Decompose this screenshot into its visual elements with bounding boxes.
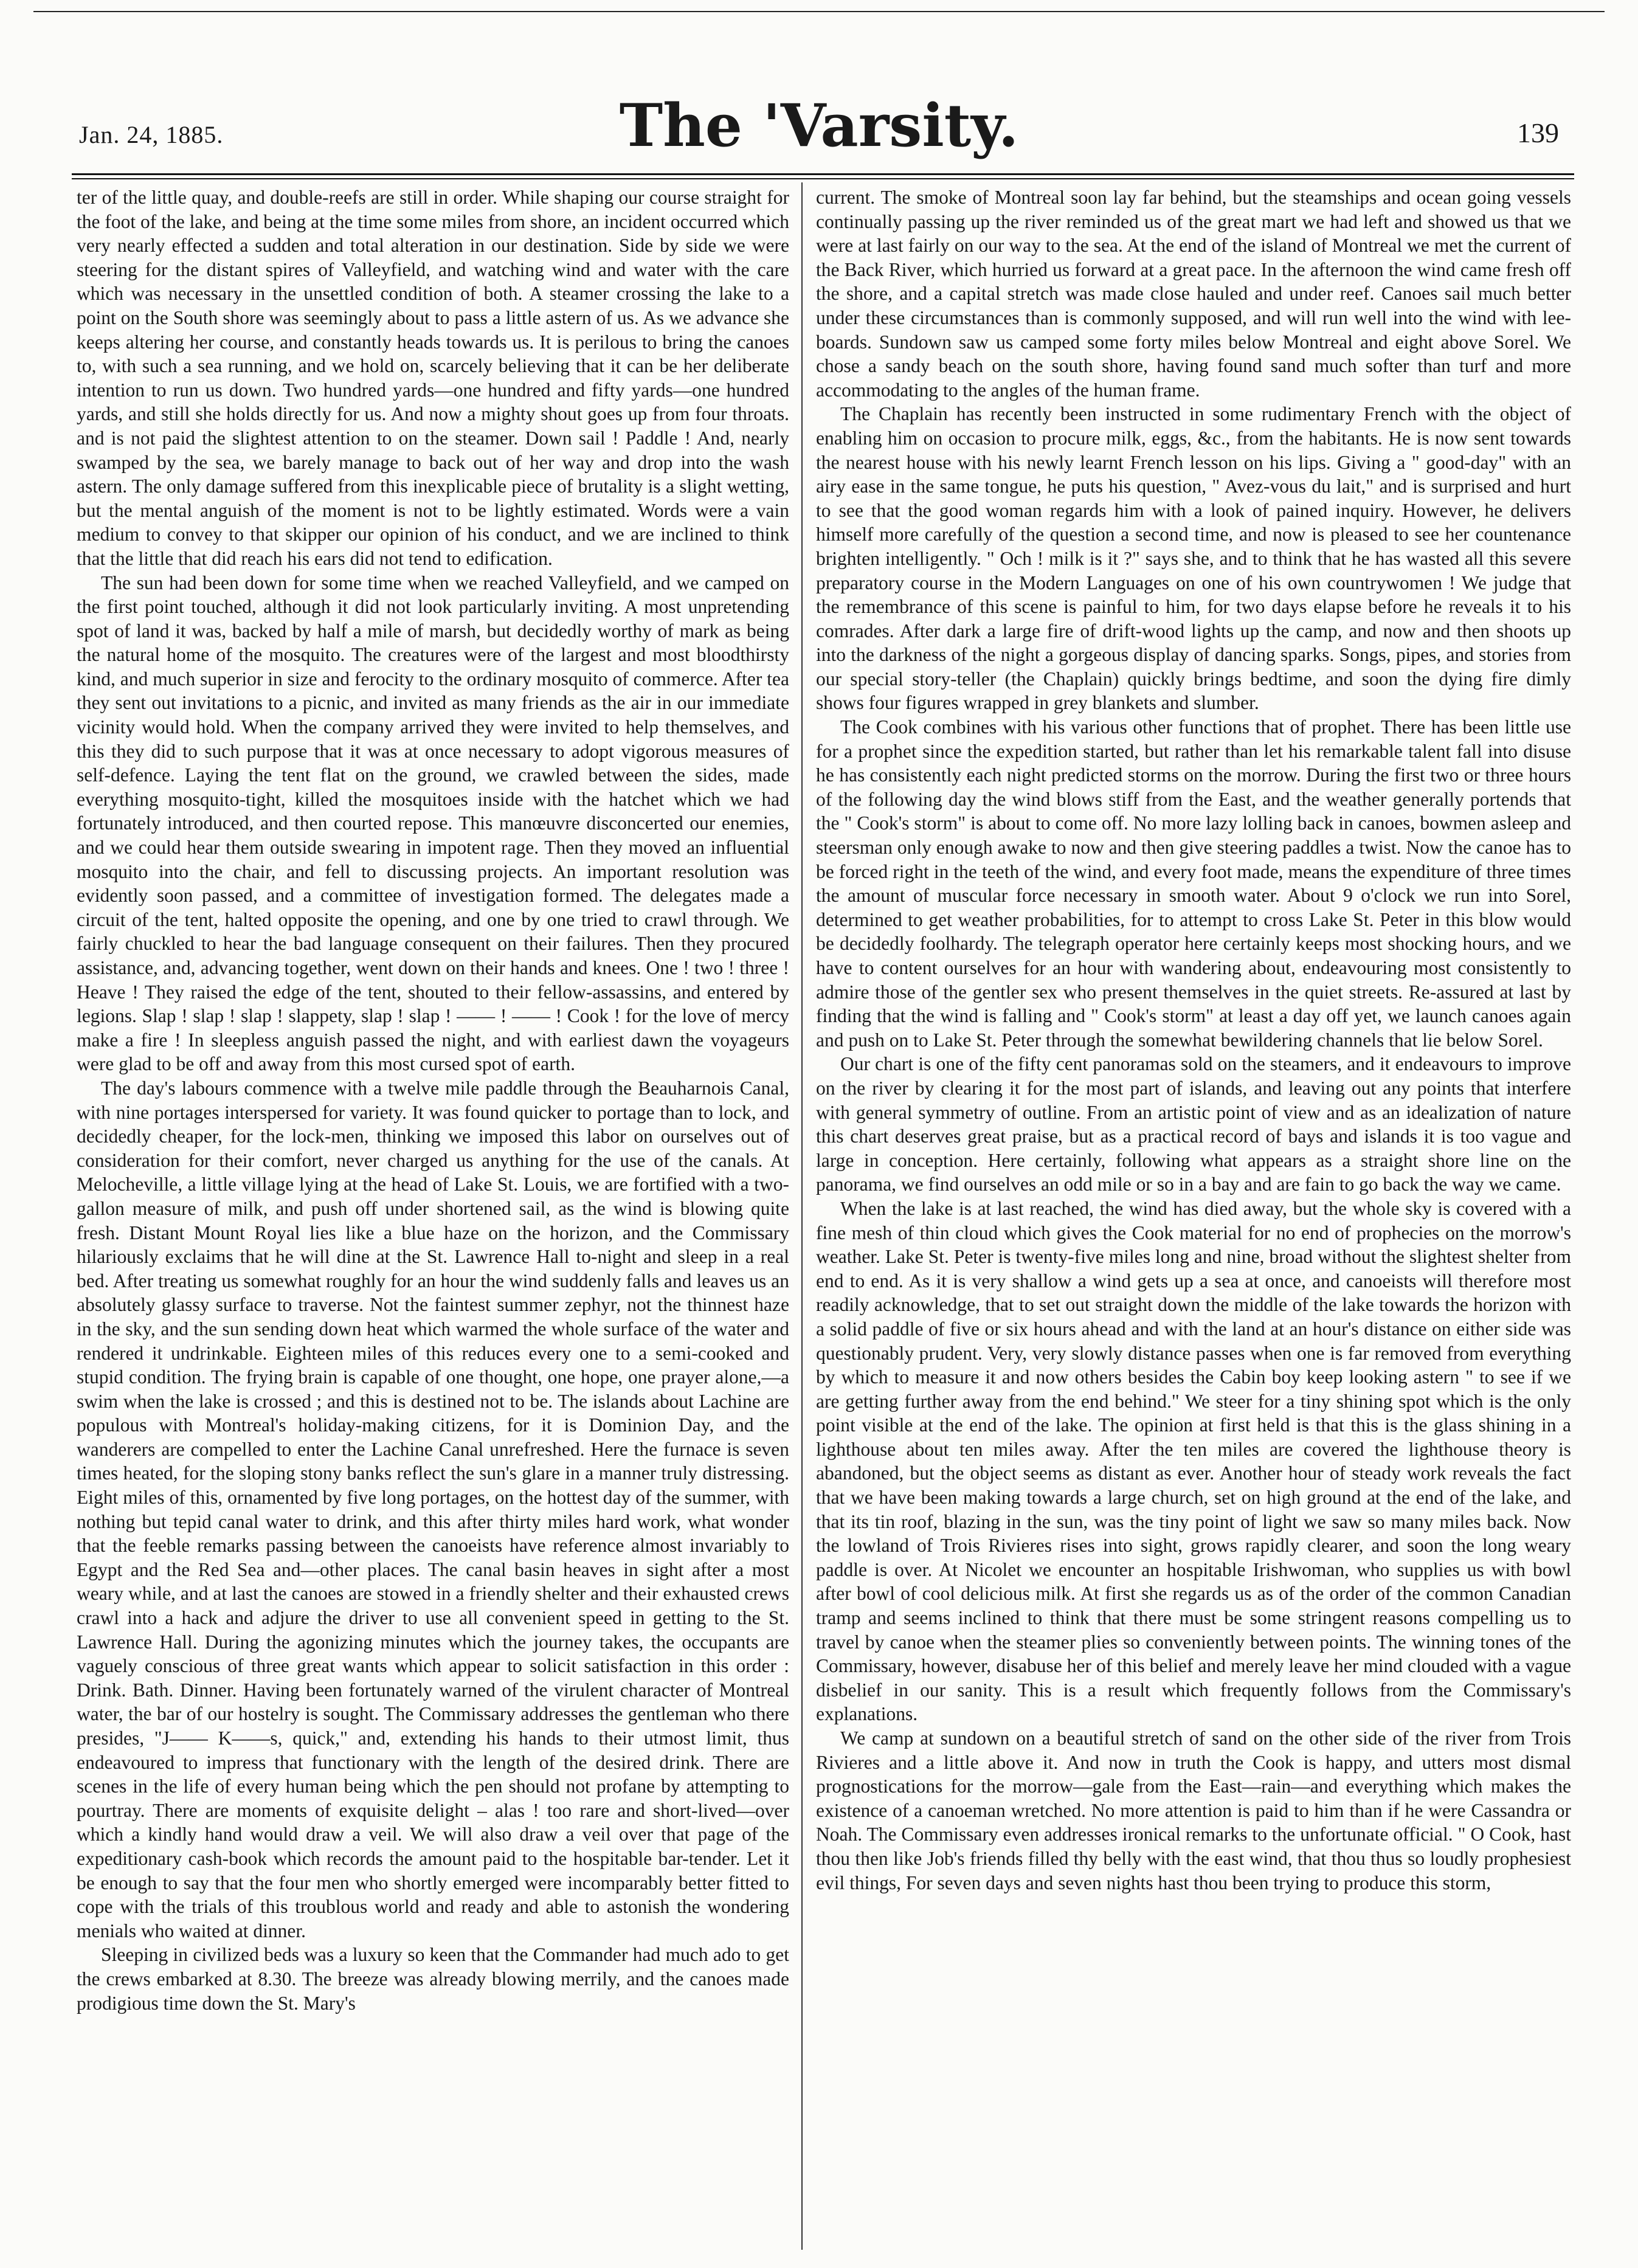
right-column (816, 185, 1571, 2241)
header-rule-thin (72, 178, 1574, 179)
paragraph: The sun had been down for some time when we reached Valleyfield, and we camped on the first point touched, although it did not look particularly inviting. A most unpretending spot of land it was, backed by half a mile of marsh, but decidedly worthy of mark as being the natural home of the mosquito. The creatures were of the largest and most bloodthirsty kind, and much superior in size and ferocity to the ordinary mosquito of commerce. After tea they sent out invitations to a picnic, and invited as many friends as the air in our immediate vicinity would hold. When the company arrived they were invited to help themselves, and this they did to such purpose that it was at once necessary to adopt vigorous measures of self-defence. Laying the tent flat on the ground, we crawled between the sides, made everything mosquito-tight, killed the mosquitoes inside with the hatchet which we had fortunately introduced, and then courted repose. This manœuvre disconcerted our enemies, and we could hear them outside swearing in impotent rage. Then they moved an influential mosquito into the chair, and fell to discussing projects. An important resolution was evidently soon passed, and a committee of investigation formed. The delegates made a circuit of the tent, halted opposite the opening, and one by one tried to crawl through. We fairly chuckled to hear the bad language consequent on their failures. Then they procured assistance, and, advancing together, went down on their hands and knees. One ! two ! three ! Heave ! They raised the edge of the tent, shouted to their fellow-assassins, and entered by legions. Slap ! slap ! slap ! slappety, slap ! slap ! —— ! —— ! Cook ! for the love of mercy make a fire ! In sleepless anguish passed the night, and with earliest dawn the voyageurs were glad to be off and away from this most cursed spot of earth. (77, 572, 789, 1075)
masthead-title: The 'Varsity. (619, 91, 1019, 160)
top-rule (33, 11, 1605, 12)
issue-date: Jan. 24, 1885. (79, 121, 224, 148)
paragraph: When the lake is at last reached, the wind has died away, but the whole sky is covered with a fine mesh of thin cloud which gives the Cook material for no end of prophecies on the morrow's weather. Lake St. Peter is twenty-five miles long and nine, broad without the slightest shelter from end to end. As it is very shallow a wind gets up a sea at once, and canoeists will therefore most readily acknowledge, that to set out straight down the middle of the lake towards the horizon with a solid paddle of five or six hours ahead and with the land at an hour's distance on either side was questionably prudent. Very, very slowly distance passes when one is far removed from everything by which to measure it and now others besides the Cabin boy keep looking astern " to see if we are getting further away from the end behind." We steer for a tiny shining spot which is the only point visible at the end of the lake. The opinion at first held is that this is the glass shining in a lighthouse about ten miles away. After the ten miles are covered the lighthouse theory is abandoned, but the object seems as distant as ever. Another hour of steady work reveals the fact that we have been making towards a large church, set on high ground at the end of the lake, and that its tin roof, blazing in the sun, was the tiny point of light we saw so many miles back. Now the lowland of Trois Rivieres rises into sight, grows rapidly clearer, and soon the long weary paddle is over. At Nicolet we encounter an hospitable Irishwoman, who supplies us with bowl after bowl of cool delicious milk. At first she regards us as of the order of the common Canadian tramp and seems inclined to think that there must be some stringent reasons compelling us to travel by canoe when the steamer plies so conveniently between points. The winning tones of the Commissary, however, disabuse her of this belief and merely leave her mind clouded with a vague disbelief in our sanity. This is a result which frequently follows from the Commissary's explanations. (816, 1197, 1571, 1725)
paragraph: We camp at sundown on a beautiful stretch of sand on the other side of the river from Trois Rivieres and a little above it. And now in truth the Cook is happy, and utters most dismal prognostications for the morrow—gale from the East—rain—and everything which makes the existence of a canoeman wretched. No more attention is paid to him than if he were Cassandra or Noah. The Commissary even addresses ironical remarks to the unfortunate official. " O Cook, hast thou then like Job's friends filled thy belly with the east wind, that thou thus so loudly prophesiest evil things, For seven days and seven nights hast thou been trying to produce this storm, (816, 1727, 1571, 1893)
header-rule (72, 173, 1574, 175)
page-header (67, 91, 1571, 182)
paragraph: The day's labours commence with a twelve mile paddle through the Beauharnois Canal, with nine portages interspersed for variety. It was found quicker to portage than to lock, and decidedly cheaper, for the lock-men, thinking we imposed this labor on ourselves out of consideration for their comfort, never charged us anything for the use of the canals. At Melocheville, a little village lying at the head of Lake St. Louis, we are fortified with a two-gallon measure of milk, and push off under shortened sail, as the wind is blowing quite fresh. Distant Mount Royal lies like a blue haze on the horizon, and the Commissary hilariously exclaims that he will dine at the St. Lawrence Hall to-night and sleep in a real bed. After treating us somewhat roughly for an hour the wind suddenly falls and leaves us an absolutely glassy surface to traverse. Not the faintest summer zephyr, not the thinnest haze in the sky, and the sun sending down heat which warmed the whole surface of the water and rendered it undrinkable. Eighteen miles of this reduces every one to a semi-cooked and stupid condition. The frying brain is capable of one thought, one hope, one prayer alone,—a swim when the lake is crossed ; and this is destined not to be. The islands about Lachine are populous with Montreal's holiday-making citizens, for it is Dominion Day, and the wanderers are compelled to enter the Lachine Canal unrefreshed. Here the furnace is seven times heated, for the sloping stony banks reflect the sun's glare in a manner truly distressing. Eight miles of this, ornamented by five long portages, on the hottest day of the summer, with nothing but tepid canal water to drink, and this after thirty miles hard work, what wonder that the feeble remarks passing between the canoeists have reference almost invariably to Egypt and the Red Sea and—other places. The canal basin heaves in sight after a most weary while, and at last the canoes are stowed in a friendly shelter and their exhausted crews crawl into a hack and adjure the driver to use all convenient speed in getting to the St. Lawrence Hall. During the agonizing minutes which the journey takes, the occupants are vaguely conscious of three great wants which appear to solicit satisfaction in this order : Drink. Bath. Dinner. Having been fortunately warned of the virulent character of Montreal water, the bar of our hostelry is sought. The Commissary addresses the gentleman who there presides, "J—— K——s, quick," and, extending his hands to their utmost limit, thus endeavoured to impress that functionary with the length of the desired drink. There are scenes in the life of every human being which the pen should not profane by attempting to pourtray. There are moments of exquisite delight – alas ! too rare and short-lived—over which a kindly hand would draw a veil. We will also draw a veil over that page of the expeditionary cash-book which records the amount paid to the hospitable bar-tender. Let it be enough to say that the four men who shortly emerged were incomparably better fitted to cope with the trials of this troublous world and ready and able to astonish the wondering menials who waited at dinner. (77, 1077, 789, 1941)
paragraph: The Chaplain has recently been instructed in some rudimentary French with the object of enabling him on occasion to procure milk, eggs, &c., from the habitants. He is now sent towards the nearest house with his newly learnt French lesson on his lips. Giving a " good-day" with an airy ease in the same tongue, he puts his question, " Avez-vous du lait," and is surprised and hurt to see that the good woman regards him with a look of pained inquiry. However, he delivers himself more carefully of the question a second time, and now is pleased to see her countenance brighten intelligently. " Och ! milk is it ?" says she, and to think that he has wasted all this severe preparatory course in the Modern Languages on one of his own countrywomen ! We judge that the remembrance of this scene is painful to him, for two days elapse before he reveals it to his comrades. After dark a large fire of drift-wood lights up the camp, and now and then shoots up into the darkness of the night a gorgeous display of dancing sparks. Songs, pipes, and stories from our special story-teller (the Chaplain) quickly brings bedtime, and soon the dying fire dimly shows four figures wrapped in grey blankets and slumber. (816, 403, 1571, 714)
paragraph: current. The smoke of Montreal soon lay far behind, but the steamships and ocean going vessels continually passing up the river reminded us of the great mart we had left and showed us that we were at last fairly on our way to the sea. At the end of the island of Montreal we met the current of the Back River, which hurried us forward at a great pace. In the afternoon the wind came fresh off the shore, and a capital stretch was made close hauled and under reef. Canoes sail much better under these circumstances than is commonly supposed, and will run well into the wind with lee-boards. Sundown saw us camped some forty miles below Montreal and eight above Sorel. We chose a sandy beach on the south shore, having found sand much softer than turf and more accommodating to the angles of the human frame. (816, 187, 1571, 401)
page-number: 139 (1517, 117, 1559, 148)
left-column (77, 185, 789, 2241)
paragraph: Our chart is one of the fifty cent panoramas sold on the steamers, and it endeavours to improve on the river by clearing it for the most part of islands, and leaving out any points that interfere with general symmetry of outline. From an artistic point of view and as an idealization of nature this chart deserves great praise, but as a practical record of bays and islands it is too vague and large in conception. Here certainly, following what appears as a straight shore line on the panorama, we find ourselves an odd mile or so in a bay and are fain to go back the way we came. (816, 1053, 1571, 1195)
paragraph: Sleeping in civilized beds was a luxury so keen that the Commander had much ado to get the crews embarked at 8.30. The breeze was already blowing merrily, and the canoes made prodigious time down the St. Mary's (77, 1944, 789, 2014)
paragraph: The Cook combines with his various other functions that of prophet. There has been little use for a prophet since the expedition started, but rather than let his remarkable talent fall into disuse he has consistently each night predicted storms on the morrow. During the first two or three hours of the following day the wind blows stiff from the East, and the weather generally portends that the " Cook's storm" is about to come off. No more lazy lolling back in canoes, bowmen asleep and steersman only enough awake to now and then give steering paddles a twist. Now the canoe has to be forced right in the teeth of the wind, and every foot made, means the expenditure of three times the amount of muscular force necessary in smooth water. About 9 o'clock we run into Sorel, determined to get weather probabilities, for to attempt to cross Lake St. Peter in this blow would be decidedly foolhardy. The telegraph operator here certainly keeps most shocking hours, and we have to content ourselves for an hour with wandering about, endeavouring most consistently to admire those of the gentler sex who present themselves in the quiet streets. Re-assured at last by finding that the wind is falling and " Cook's storm" at least a day off yet, we launch canoes again and push on to Lake St. Peter through the somewhat bewildering channels that lie below Sorel. (816, 716, 1571, 1051)
paragraph: ter of the little quay, and double-reefs are still in order. While shaping our course straight for the foot of the lake, and being at the time some miles from shore, an incident occurred which very nearly effected a sudden and total alteration in our destination. Side by side we were steering for the distant spires of Valleyfield, and watching wind and water with the care which was necessary in the unsettled condition of both. A steamer crossing the lake to a point on the South shore was seemingly about to pass a little astern of us. As we advance she keeps altering her course, and constantly heads towards us. It is perilous to bring the canoes to, with such a sea running, and we hold on, scarcely believing that it can be her deliberate intention to run us down. Two hundred yards—one hundred and fifty yards—one hundred yards, and still she holds directly for us. And now a mighty shout goes up from four throats. and is not paid the slightest attention to on the steamer. Down sail ! Paddle ! And, nearly swamped by the sea, we barely manage to back out of her way and drop into the wash astern. The only damage suffered from this inexplicable piece of brutality is a slight wetting, but the mental anguish of the moment is not to be lightly estimated. Words were a vain medium to convey to that skipper our opinion of his conduct, and we are inclined to think that the little that did reach his ears did not tend to edification. (77, 187, 789, 569)
column-divider (801, 182, 803, 2250)
